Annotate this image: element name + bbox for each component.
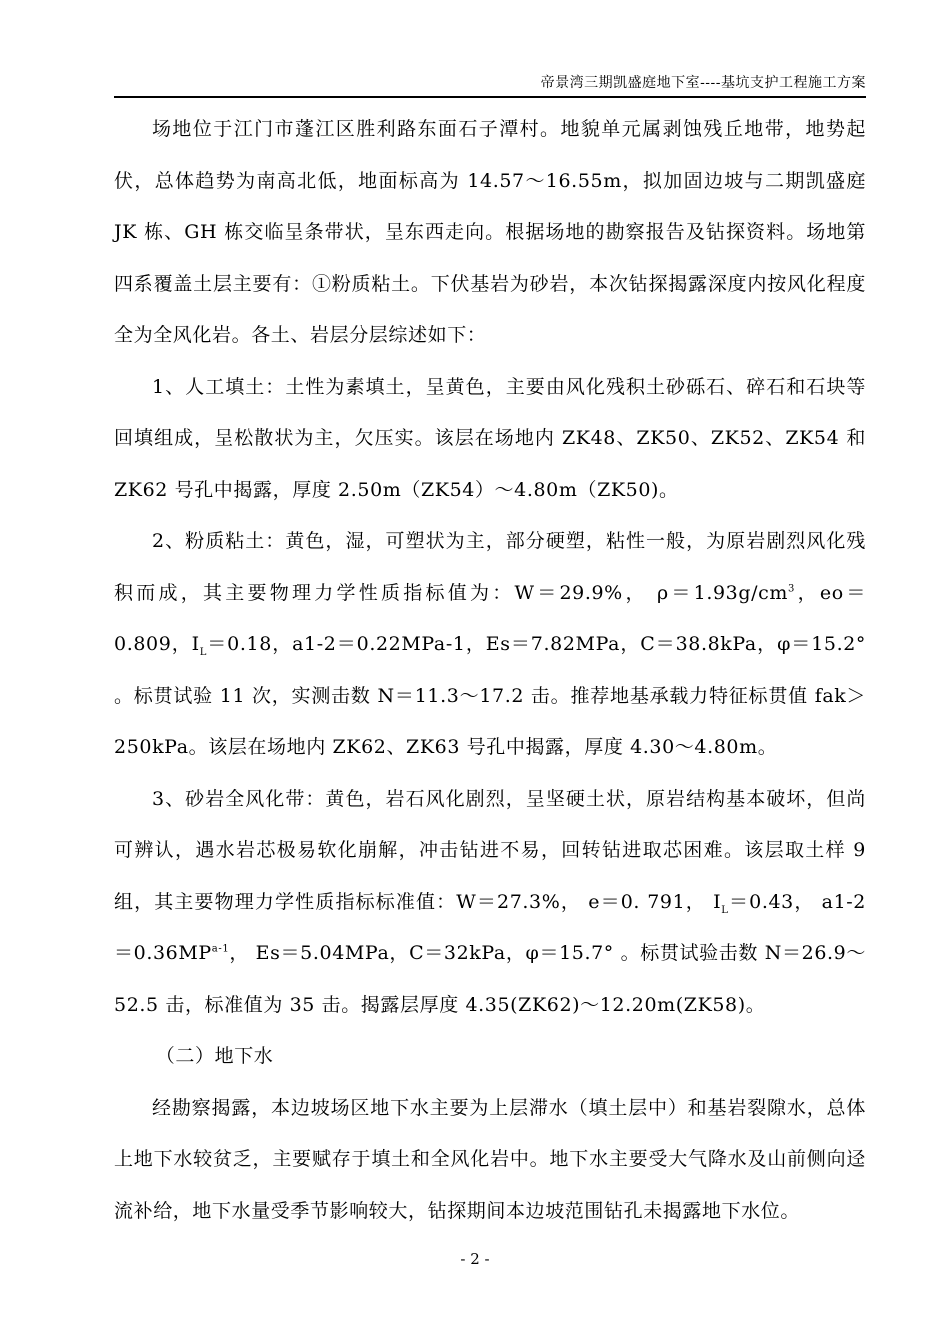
compressibility-unit-superscript: a-1 [211, 943, 230, 955]
header-title: 帝景湾三期凯盛庭地下室----基坑支护工程施工方案 [540, 75, 866, 91]
page-footer [0, 1250, 950, 1268]
density-unit-superscript: 3 [788, 583, 795, 595]
sandstone-text-1: 3、砂岩全风化带：黄色，岩石风化剧烈，呈坚硬土状，原岩结构基本破坏，但尚可辨认，遇水岩芯极易软化崩解，冲击钻进不易，回转钻进取芯困难。该层取土样 9 组，其主要物理力学性质指标标准值：W＝27.3%， e＝0. 791， I [114, 787, 866, 913]
paragraph-silty-clay [114, 516, 866, 774]
paragraph-site-overview: 场地位于江门市蓬江区胜利路东面石子潭村。地貌单元属剥蚀残丘地带，地势起伏，总体趋势为南高北低，地面标高为 14.57～16.55m，拟加固边坡与二期凯盛庭 JK 栋、GH 栋交临呈条带状，呈东西走向。根据场地的勘察报告及钻探资料。场地第四系覆盖土层主要有：①粉质粘土。下伏基岩为砂岩，本次钻探揭露深度内按风化程度全为全风化岩。各土、岩层分层综述如下： [114, 118, 866, 346]
liquidity-index-subscript: L [721, 904, 729, 916]
paragraph-groundwater: 经勘察揭露，本边坡场区地下水主要为上层滞水（填土层中）和基岩裂隙水，总体上地下水较贫乏，主要赋存于填土和全风化岩中。地下水主要受大气降水及山前侧向迳流补给，地下水量受季节影响较大，钻探期间本边坡范围钻孔未揭露地下水位。 [114, 1096, 866, 1222]
page-number: - 2 - [460, 1250, 490, 1268]
document-body [114, 104, 866, 1237]
silty-clay-text-1: 2、粉质粘土：黄色，湿，可塑状为主，部分硬塑，粘性一般，为原岩剧烈风化残积而成，其主要物理力学性质指标值为：W＝29.9%， ρ＝1.93g/cm [114, 530, 866, 604]
paragraph-weathered-sandstone [114, 774, 866, 1032]
sandstone-text-3: ， Es＝5.04MPa，C＝32kPa，φ＝15.7° 。标贯试验击数 N＝26.9～52.5 击，标准值为 35 击。揭露层厚度 4.35(ZK62)～12.20m(ZK58)。 [114, 942, 866, 1016]
paragraph-fill-soil: 1、人工填土：土性为素填土，呈黄色，主要由风化残积土砂砾石、碎石和石块等回填组成，呈松散状为主，欠压实。该层在场地内 ZK48、ZK50、ZK52、ZK54 和 ZK62 号孔中揭露，厚度 2.50m（ZK54）～4.80m（ZK50)。 [114, 375, 866, 501]
section-heading-groundwater: （二）地下水 [155, 1045, 274, 1067]
silty-clay-text-3: ＝0.18，a1-2＝0.22MPa-1，Es＝7.82MPa，C＝38.8kPa，φ＝15.2° 。标贯试验 11 次，实测击数 N＝11.3～17.2 击。推荐地基承载力特征标贯值 fak＞250kPa。该层在场地内 ZK62、ZK63 号孔中揭露，厚度 4.30～4.80m。 [114, 633, 866, 758]
page-header [114, 72, 866, 98]
liquidity-index-subscript: L [199, 646, 207, 658]
sandstone-text-2: ＝0.43， a1-2＝0.36MP [114, 890, 866, 964]
silty-clay-text-2: ，eo＝0.809，I [114, 581, 866, 655]
